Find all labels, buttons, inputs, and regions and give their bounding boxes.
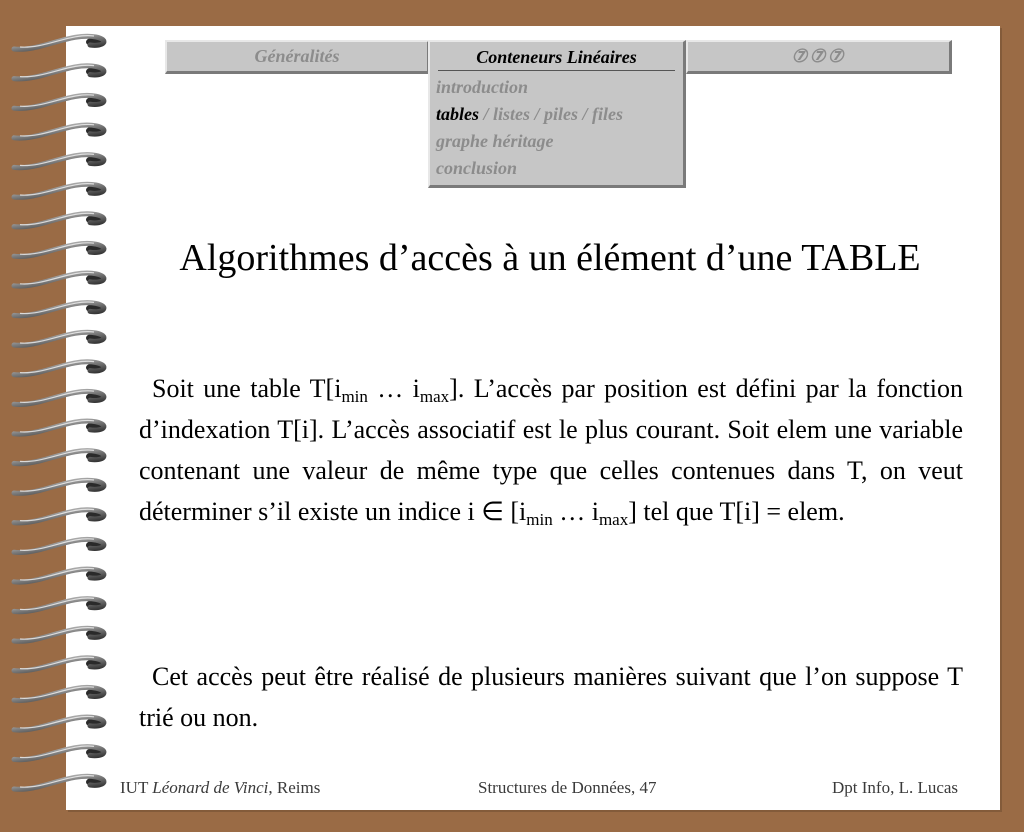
submenu-item-conclusion[interactable]: conclusion: [436, 158, 518, 178]
spiral-ring: [14, 420, 106, 434]
footer-city: , Reims: [268, 778, 321, 797]
submenu-item-tables[interactable]: [436, 101, 683, 128]
submenu-item-graphe-heritage[interactable]: graphe héritage: [436, 131, 554, 151]
paragraph-definition: [139, 368, 963, 532]
spiral-ring: [14, 687, 106, 701]
spiral-ring: [14, 65, 106, 79]
spiral-ring: [14, 598, 106, 612]
spiral-ring: [14, 480, 106, 494]
spiral-ring: [14, 361, 106, 375]
p1-sub-min-2: min: [526, 510, 553, 529]
spiral-ring: [14, 628, 106, 642]
spiral-ring: [14, 716, 106, 730]
footer-school-name: Léonard de Vinci: [152, 778, 269, 797]
p1-text-1: Soit une table T[i: [152, 374, 342, 403]
p2-text: Cet accès peut être réalisé de plusieurs manières suivant que l’on suppose T trié ou non.: [139, 662, 963, 732]
tab-next-section[interactable]: ⑦⑦⑦: [686, 40, 952, 74]
spiral-ring: [14, 213, 106, 227]
spiral-ring: [14, 124, 106, 138]
footer-institution: [120, 778, 320, 798]
spiral-ring: [14, 509, 106, 523]
spiral-ring: [14, 36, 106, 50]
p1-text-4: … i: [552, 497, 599, 526]
submenu-item-tables-current[interactable]: tables: [436, 104, 479, 124]
spiral-ring: [14, 243, 106, 257]
p1-sub-min: min: [341, 387, 368, 406]
p1-sub-max: max: [419, 387, 450, 406]
p1-text-5: ] tel que T[i] = elem.: [628, 497, 845, 526]
tab-conteneurs-lineaires[interactable]: [428, 40, 686, 188]
spiral-ring: [14, 272, 106, 286]
submenu-item-introduction[interactable]: introduction: [436, 77, 529, 97]
spiral-ring: [14, 302, 106, 316]
slide-title: Algorithmes d’accès à un élément d’une TABLE: [179, 237, 921, 279]
footer-course-page: Structures de Données, 47: [478, 778, 657, 797]
spiral-ring: [14, 391, 106, 405]
footer-iut: IUT: [120, 778, 153, 797]
p1-text-2: … i: [367, 374, 420, 403]
spiral-ring: [14, 95, 106, 109]
spiral-ring: [14, 776, 106, 790]
spiral-ring: [14, 568, 106, 582]
paragraph-access-methods: [139, 656, 963, 738]
spiral-ring: [14, 746, 106, 760]
footer-author: Dpt Info, L. Lucas: [832, 778, 959, 797]
p1-sub-max-2: max: [598, 510, 629, 529]
spiral-binding-rings: [0, 26, 120, 810]
spiral-ring: [14, 539, 106, 553]
p1-text-3: ]. L’accès par position est défini par la fonction d’indexation T[i]. L’accès associatif est le plus courant. Soit elem une variable contenant une valeur de même type que celles contenues dans T, on veut déterminer s’il existe un indice i ∈ [i: [139, 374, 963, 526]
spiral-ring: [14, 450, 106, 464]
spiral-binding: [0, 26, 120, 810]
tab-generalites[interactable]: Généralités: [165, 40, 430, 74]
submenu: [436, 74, 683, 182]
tab-active-label: Conteneurs Linéaires: [438, 42, 675, 71]
spiral-ring: [14, 154, 106, 168]
submenu-item-listes-piles-files[interactable]: / listes / piles / files: [479, 104, 623, 124]
spiral-ring: [14, 184, 106, 198]
spiral-ring: [14, 657, 106, 671]
spiral-ring: [14, 332, 106, 346]
